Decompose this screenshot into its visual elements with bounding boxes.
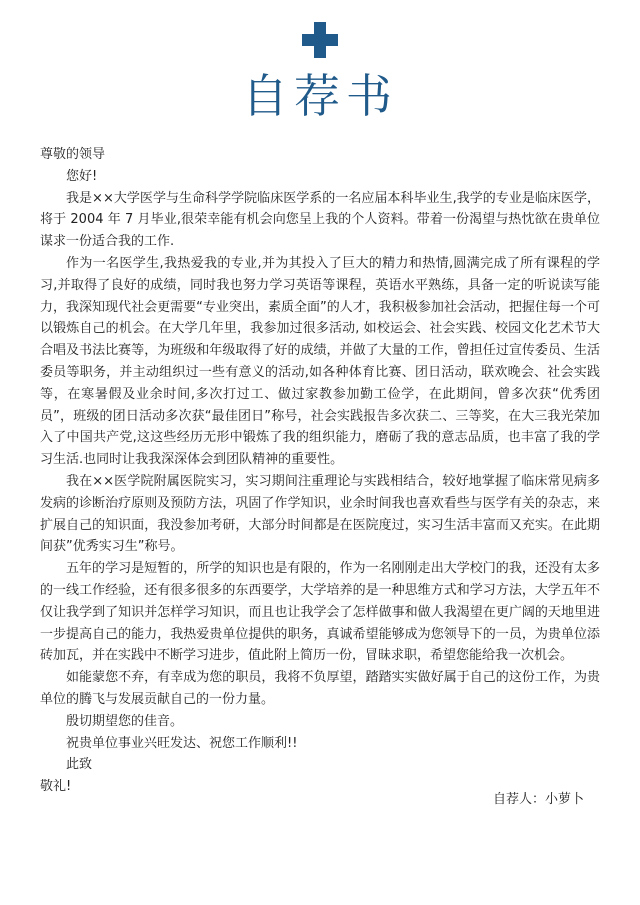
paragraph-wishes: 祝贵单位事业兴旺发达、祝您工作顺利!!: [66, 735, 298, 751]
paragraph-aspiration: 五年的学习是短暂的，所学的知识也是有限的，作为一名刚刚走出大学校门的我，还没有太多的一线工作经验，还有很多很多的东西要学，大学培养的是一种思维方式和学习方法，大学五年不仅让我学到了知识并怎样学习知识，而且也让我学会了怎样做事和做人我渴望在更广阔的天地里进一步提高自己的能力，我热爱贵单位提供的职务，真诚希望能够成为您领导下的一员，为贵单位添砖加瓦，并在实践中不断学习进步，值此附上简历一份，冒昧求职，希望您能给我一次机会。: [40, 561, 600, 664]
page-title: 自荐书: [242, 69, 398, 123]
cross-horizontal-bar: [302, 34, 338, 46]
paragraph-expectation: 殷切期望您的佳音。: [66, 713, 184, 729]
paragraph-cizhi: 此致: [66, 757, 93, 773]
signature: 自荐人：小萝卜: [492, 792, 584, 807]
greeting: 您好!: [66, 168, 98, 184]
closing: 敬礼!: [40, 779, 72, 795]
paragraph-intro: 我是××大学医学与生命科学学院临床医学系的一名应届本科毕业生,我学的专业是临床医学，将于 2004 年 7 月毕业,很荣幸能有机会向您呈上我的个人资料。带着一份渴望与热忱欲在贵单位谋求一份适合我的工作.: [40, 190, 600, 250]
paragraph-university-experience: 作为一名医学生,我热爱我的专业,并为其投入了巨大的精力和热情,圆满完成了所有课程的学习,并取得了良好的成绩，同时我也努力学习英语等课程，英语水平熟练，具备一定的听说读写能力，我深知现代社会更需要“专业突出，素质全面”的人才，我积极参加社会活动，把握住每一个可以锻炼自己的机会。在大学几年里，我参加过很多活动, 如校运会、社会实践、校园文化艺术节大合唱及书法比赛等，为班级和年级取得了好的成绩，并做了大量的工作，曾担任过宣传委员、生活委员等职务，并主动组织过一些有意义的活动,如各种体育比赛、团日活动，联欢晚会、社会实践等，在寒暑假及业余时间,多次打过工、做过家教参加勤工俭学，在此期间，曾多次获“优秀团员”，班级的团日活动多次获“最佳团日”称号，社会实践报告多次获二、三等奖，在大三我光荣加入了中国共产党,这这些经历无形中锻炼了我的组织能力，磨砺了我的意志品质，也丰富了我的学习生活.也同时让我我深深体会到团队精神的重要性。: [40, 255, 600, 468]
cross-icon: [302, 22, 338, 58]
salutation: 尊敬的领导: [40, 147, 106, 162]
paragraph-internship: 我在××医学院附属医院实习，实习期间注重理论与实践相结合，较好地掌握了临床常见病多发病的诊断治疗原则及预防方法，巩固了作学知识，业余时间我也喜欢看些与医学有关的杂志，来扩展自己的知识面，我没参加考研，大部分时间都是在医院度过，实习生活丰富而又充实。在此期间获”优秀实习生”称号。: [40, 473, 600, 555]
letter-body: [40, 144, 600, 798]
paragraph-commitment: 如能蒙您不弃，有幸成为您的职员，我将不负厚望，踏踏实实做好属于自己的这份工作，为贵单位的腾飞与发展贡献自己的一份力量。: [40, 670, 600, 707]
